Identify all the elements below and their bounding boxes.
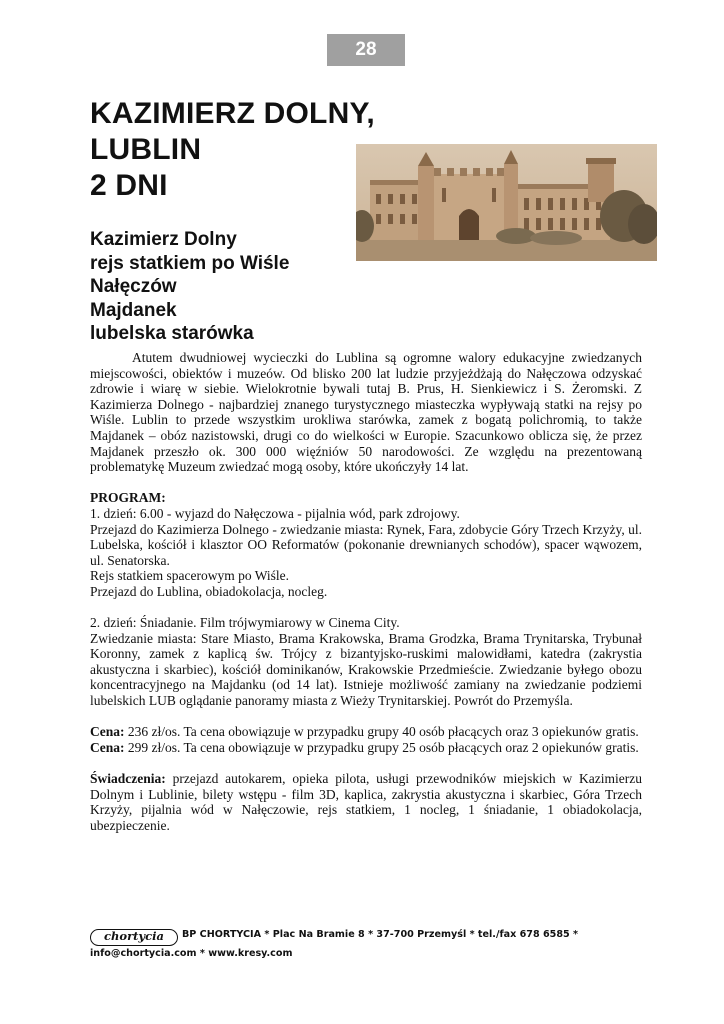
price-label: Cena: (90, 739, 125, 755)
price-text: 236 zł/os. Ta cena obowiązuje w przypadku grupy 40 osób płacących oraz 3 opiekunów gratis. (127, 724, 639, 740)
highlight-item: rejs statkiem po Wiśle (90, 252, 290, 274)
price-label: Cena: (90, 724, 125, 740)
highlight-item: Kazimierz Dolny (90, 229, 237, 250)
services-paragraph (90, 771, 642, 833)
program-heading: PROGRAM: (90, 490, 166, 506)
highlight-item: Majdanek (90, 299, 177, 321)
day2-line: 2. dzień: Śniadanie. Film trójwymiarowy w Cinema City. (90, 615, 400, 631)
services-text: przejazd autokarem, opieka pilota, usługi przewodników miejskich w Kazimierzu Dolnym i Lublinie, bilety wstępu - film 3D, kaplica, zakrystia akustyczna i skarbiec, Góra Trzech Krzyży, pijalnia wód w Nałęczowie, rejs statkiem, 1 nocleg, 1 śniadanie, 1 obiadokolacja, ubezpieczenie. (90, 771, 643, 833)
price-line (90, 740, 642, 756)
services-label: Świadczenia: (90, 771, 166, 787)
day1-line: Przejazd do Lublina, obiadokolacja, nocleg. (90, 583, 328, 599)
trip-description (90, 350, 642, 833)
page-title (90, 96, 375, 204)
intro-paragraph: Atutem dwudniowej wycieczki do Lublina są ogromne walory edukacyjne zwiedzanych miejscowości, obiektów i muzeów. Od blisko 200 lat ludzie przyjeżdżają do Nałęczowa odzyskać zdrowie i wiarę w siebie. Wielokrotnie bywali tutaj B. Prus, H. Sienkiewicz i S. Żeromski. Z Kazimierza Dolnego - najbardziej znanego turystycznego miasteczka wypływają statki na rejsy po Wiśle. Lublin to przede wszystkim urokliwa starówka, zamek z bogatą polichromią, to także Majdanek – obóz nazistowski, drugi co do wielkości w Europie. Szacunkowo oblicza się, że przez Majdanek przeszło ok. 300 000 więźniów 50 narodowości. Ze względu na prezentowaną problematykę Muzeum zwiedzać mogą osoby, które ukończyły 14 lat. (90, 350, 642, 475)
title-line: 2 DNI (90, 169, 168, 202)
day1-line: 1. dzień: 6.00 - wyjazd do Nałęczowa - pijalnia wód, park zdrojowy. (90, 505, 460, 521)
title-line: LUBLIN (90, 133, 202, 166)
price-line (90, 724, 642, 740)
highlight-item: Nałęczów (90, 276, 177, 297)
price-text: 299 zł/os. Ta cena obowiązuje w przypadku grupy 25 osób płacących oraz 2 opiekunów gratis. (127, 739, 639, 755)
day2-line: Zwiedzanie miasta: Stare Miasto, Brama Krakowska, Brama Grodzka, Brama Trynitarska, Trybunał Koronny, zamek z kaplicą św. Trójcy z bizantyjsko-ruskimi malowidłami, katedra (zakrystia akustyczna i skarbiec), kościół dominikanów, Krakowskie Przedmieście. Zwiedzanie byłego obozu koncentracyjnego na Majdanku (od 14 lat). Istnieje możliwość zamiany na zwiedzanie podziemi lubelskich LUB oglądanie panoramy miasta z Wieży Trynitarskiej. Powrót do Przemyśla. (90, 630, 642, 709)
chortycia-logo: chortycia (90, 929, 178, 946)
footer-contact: BP CHORTYCIA * Plac Na Bramie 8 * 37-700 Przemyśl * tel./fax 678 6585 * info@chortycia.com * www.kresy.com (90, 929, 579, 959)
day1-line: Przejazd do Kazimierza Dolnego - zwiedzanie miasta: Rynek, Fara, zdobycie Góry Trzech Krzyży, ul. Lubelska, kościół i klasztor OO Reformatów (pokonanie drewnianych schodów), spacer wąwozem, ul. Senatorska. (90, 521, 642, 568)
trip-highlights (90, 228, 289, 346)
page-number: 28 (327, 34, 405, 66)
castle-illustration (356, 144, 657, 261)
footer (90, 927, 650, 961)
castle-photo (356, 144, 657, 261)
highlight-item: lubelska starówka (90, 323, 254, 344)
day1-line: Rejs statkiem spacerowym po Wiśle. (90, 568, 290, 584)
title-line: KAZIMIERZ DOLNY, (90, 97, 375, 130)
